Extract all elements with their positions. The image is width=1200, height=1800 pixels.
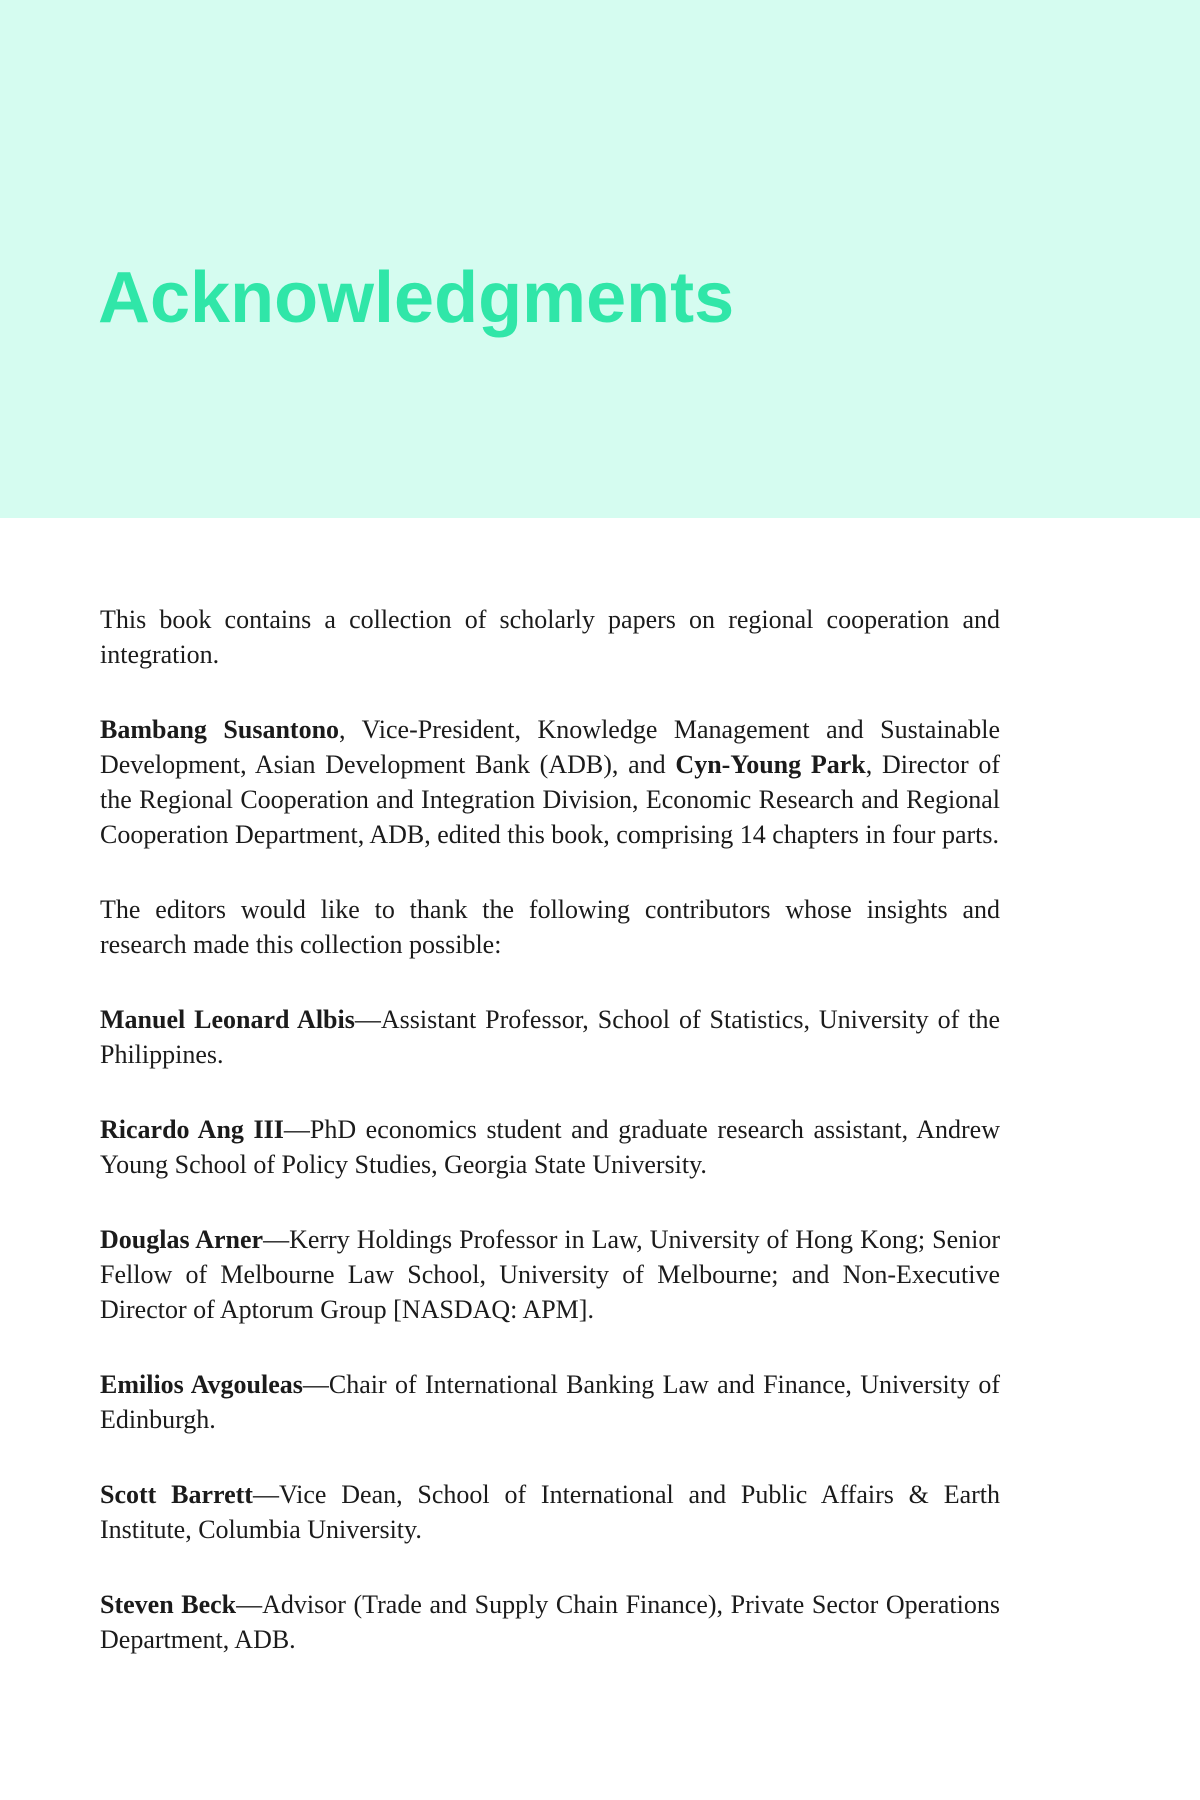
- contributor-name: Bambang Susantono: [100, 715, 340, 744]
- contributor-name: Douglas Arner: [100, 1225, 264, 1254]
- paragraph-text: —Kerry Holdings Professor in Law, University of Hong Kong; Senior Fellow of Melbourne Law School, University of Melbourne; and Non-Executive Director of Aptorum Group [NASDAQ: APM].: [100, 1225, 1001, 1324]
- paragraph-text: —Vice Dean, School of International and Public Affairs & Earth Institute, Columbia University.: [100, 1480, 1000, 1544]
- paragraph: [100, 1477, 1000, 1547]
- paragraph: [100, 602, 1000, 672]
- paragraph: [100, 1222, 1000, 1327]
- paragraph-text: , Vice-President, Knowledge Management and Sustainable Development, Asian Development Bank (ADB), and: [100, 715, 1000, 779]
- contributor-name: Steven Beck: [100, 1590, 237, 1619]
- paragraph: [100, 1367, 1000, 1437]
- paragraph-text: —Advisor (Trade and Supply Chain Finance), Private Sector Operations Department, ADB.: [100, 1590, 1000, 1654]
- page-title: Acknowledgments: [98, 258, 735, 338]
- chapter-header-band: [0, 0, 1200, 518]
- paragraph-text: —Assistant Professor, School of Statistics, University of the Philippines.: [100, 1005, 1000, 1069]
- contributor-name: Cyn-Young Park: [675, 750, 866, 779]
- paragraph-text: The editors would like to thank the following contributors whose insights and research made this collection possible:: [100, 895, 1000, 959]
- contributor-name: Manuel Leonard Albis: [100, 1005, 355, 1034]
- contributor-name: Scott Barrett: [100, 1480, 253, 1509]
- paragraph-text: —Chair of International Banking Law and Finance, University of Edinburgh.: [100, 1370, 1000, 1434]
- contributor-name: Emilios Avgouleas: [100, 1370, 303, 1399]
- contributor-name: Ricardo Ang III: [100, 1115, 284, 1144]
- paragraph: [100, 1002, 1000, 1072]
- paragraph: [100, 1587, 1000, 1657]
- paragraph: [100, 892, 1000, 962]
- content-paragraphs: [100, 602, 1000, 1657]
- paragraph-text: —PhD economics student and graduate research assistant, Andrew Young School of Policy Studies, Georgia State University.: [100, 1115, 1000, 1179]
- paragraph-text: , Director of the Regional Cooperation and Integration Division, Economic Research and Regional Cooperation Department, ADB, edited this book, comprising 14 chapters in four parts.: [100, 750, 1001, 849]
- paragraph: [100, 1112, 1000, 1182]
- paragraph-text: This book contains a collection of scholarly papers on regional cooperation and integration.: [100, 605, 1000, 669]
- page-content: [100, 518, 1000, 1657]
- paragraph: [100, 712, 1000, 852]
